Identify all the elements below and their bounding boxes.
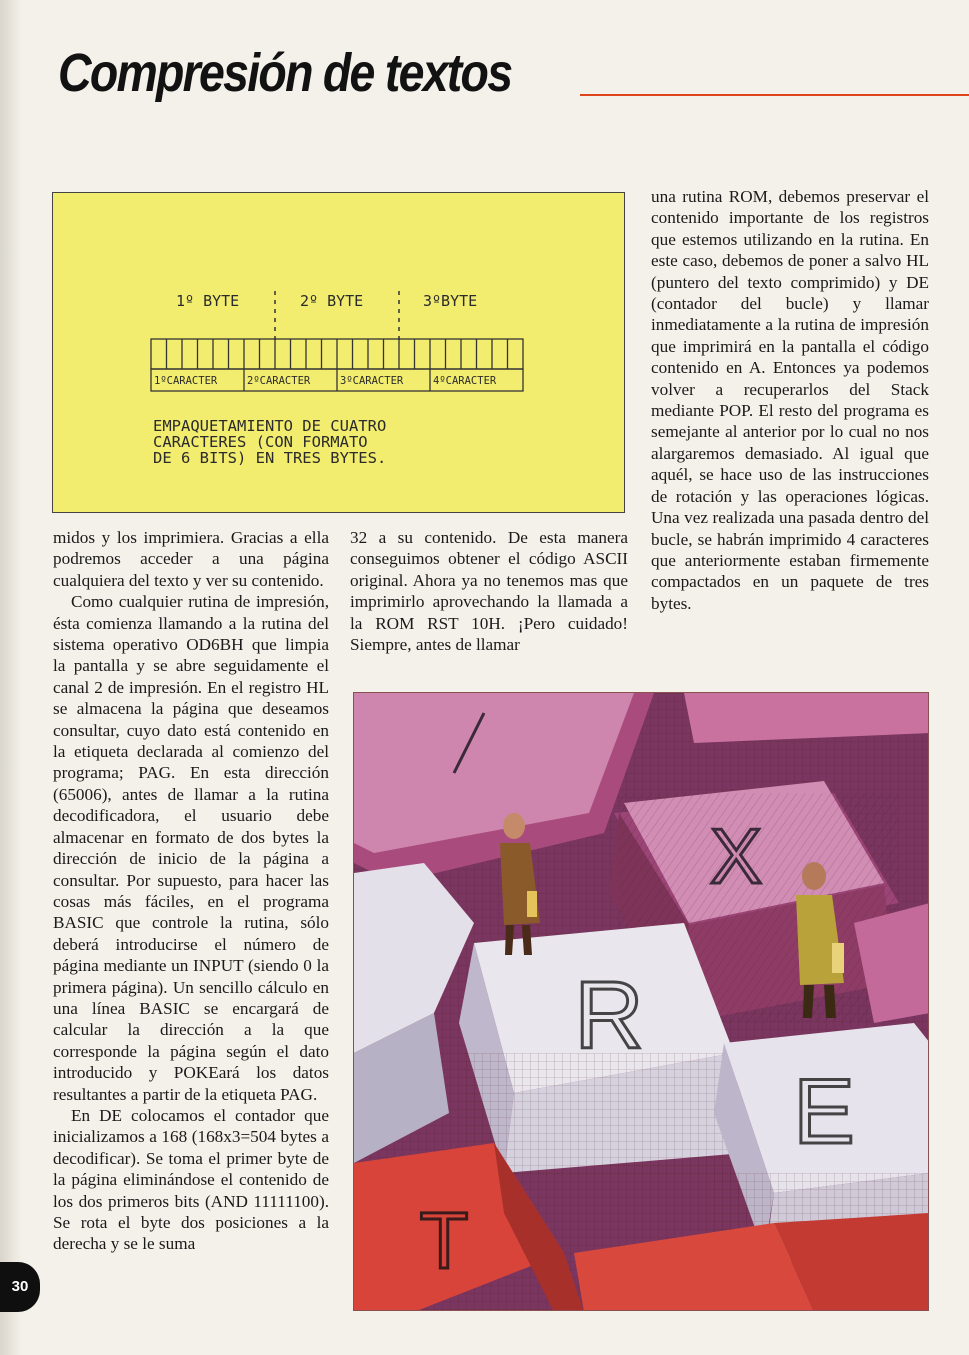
keycap-e-letter: E — [793, 1061, 855, 1163]
byte-label-3: 3ºBYTE — [423, 292, 478, 310]
paragraph: En DE colocamos el contador que inicializamos a 168 (168x3=504 bytes a decodificar). Se toma el primer byte de la página eliminándose el contenido de los dos primeros bits (AND 11111100). Se rota el byte dos posiciones a la derecha y se le suma — [53, 1105, 329, 1254]
page-title: Compresión de textos — [58, 43, 512, 103]
text-column-2 — [350, 527, 628, 655]
char-label-3: 3ºCARACTER — [340, 375, 404, 387]
caption-line-2: CARACTERES (CON FORMATO — [153, 433, 368, 451]
paragraph: midos y los imprimiera. Gracias a ella podremos acceder a una página cualquiera del texto y ver su contenido. — [53, 528, 329, 590]
char-label-2: 2ºCARACTER — [247, 375, 311, 387]
keyboard-illustration-svg — [354, 693, 929, 1311]
byte-label-1: 1º BYTE — [176, 292, 240, 310]
keycap-r-letter: R — [574, 962, 644, 1069]
page-number: 30 — [0, 1262, 40, 1312]
title-rule — [580, 94, 969, 96]
keycap-x-letter: X — [709, 812, 763, 900]
caption-line-3: DE 6 BITS) EN TRES BYTES. — [153, 449, 387, 467]
packing-diagram-svg — [53, 193, 626, 514]
keycap-t-letter: T — [419, 1196, 469, 1285]
caption-line-1: EMPAQUETAMIENTO DE CUATRO — [153, 417, 387, 435]
byte-label-2: 2º BYTE — [300, 292, 364, 310]
text-column-1 — [53, 527, 329, 1255]
paragraph: una rutina ROM, debemos preservar el contenido importante de los registros que estemos utilizando en la rutina. En este caso, debemos de poner a salvo HL (puntero del texto comprimido) y DE (contador del bucle) y llamar inmediatamente a la rutina de impresión que imprimirá en la pantalla el código contenido en A. Entonces ya podemos volver a recuperarlos del Stack mediante POP. El resto del programa es semejante al anterior por lo cual no nos alargaremos demasiado. Al igual que aquél, se hace uso de las instrucciones de rotación y las operaciones lógicas. Una vez realizada una pasada dentro del bucle, se habrán imprimido 4 caracteres que anteriormente estaban firmemente compactados en un paquete de tres bytes. — [651, 187, 929, 613]
paragraph: 32 a su contenido. De esta manera conseguimos obtener el código ASCII original. Ahora ya no tenemos mas que imprimirlo aprovechando la llamada a la ROM RST 10H. ¡Pero cuidado! Siempre, antes de llamar — [350, 528, 628, 655]
keyboard-illustration — [353, 692, 929, 1311]
paragraph: Como cualquier rutina de impresión, ésta comienza llamando a la rutina del sistema operativo OD6BH que limpia la pantalla y se abre seguidamente el canal 2 de impresión. En el registro HL se almacena la página que deseamos consultar, cuyo dato está contenido en la etiqueta declarada al comienzo del programa; PAG. En esta dirección (65006), antes de llamar a la rutina decodificadora, el usuario debe almacenar en formato de dos bytes la dirección de inicio de la página a consultar. Por supuesto, para hacer las cosas más fáciles, en el programa BASIC que controle la rutina, sólo deberá introducirse el número de página mediante un INPUT (siendo 0 la primera página). Un sencillo cálculo en una línea BASIC se encargará de calcular la dirección a la que corresponde la página según el dato introducido y POKEará los datos resultantes a partir de la etiqueta PAG. — [53, 592, 329, 1104]
packing-diagram — [52, 192, 625, 513]
page-gutter — [0, 0, 22, 1355]
char-label-4: 4ºCARACTER — [433, 375, 497, 387]
char-label-1: 1ºCARACTER — [154, 375, 218, 387]
text-column-3 — [651, 186, 929, 614]
